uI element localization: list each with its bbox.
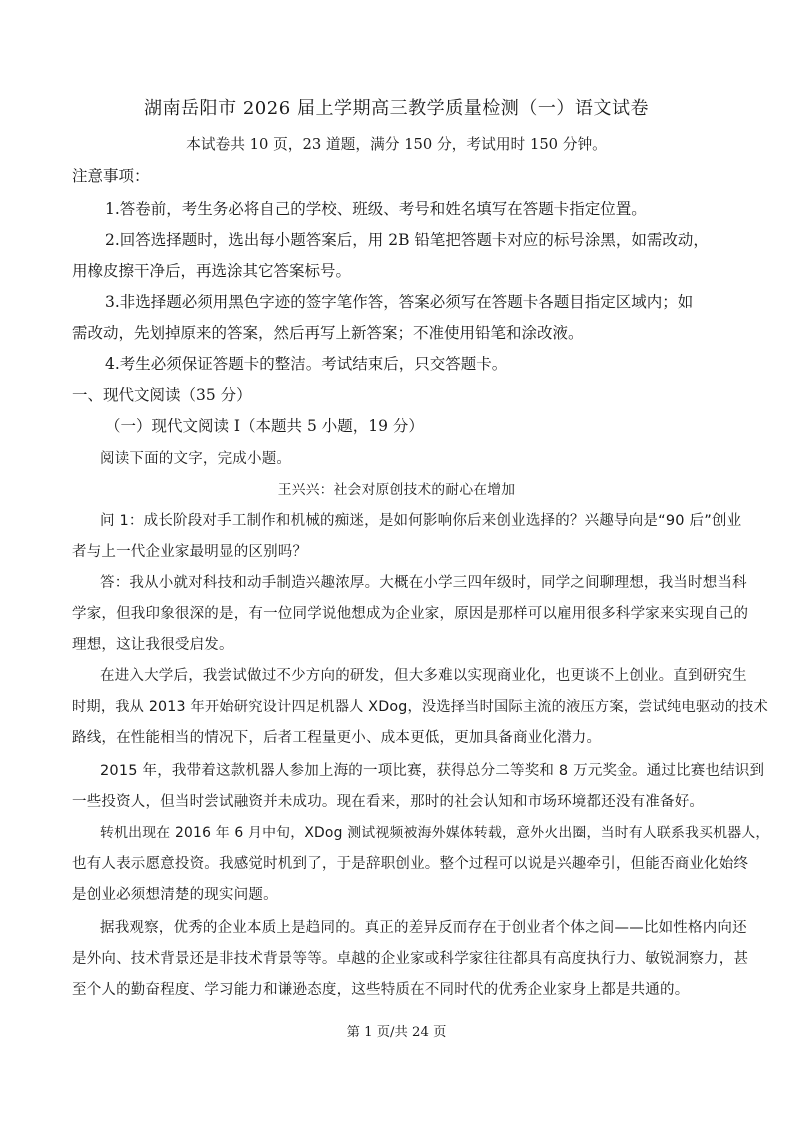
article-line: 在进入大学后，我尝试做过不少方向的研发，但大多难以实现商业化，也更谈不上创业。直到研究生 (100, 668, 747, 684)
article-line: 2015 年，我带着这款机器人参加上海的一项比赛，获得总分二等奖和 8 万元奖金。通过比赛也结识到 (100, 763, 765, 779)
article-line: 转机出现在 2016 年 6 月中旬，XDog 测试视频被海外媒体转载，意外火出圈，当时有人联系我买机器人， (100, 825, 770, 841)
article-line: 问 1：成长阶段对手工制作和机械的痴迷，是如何影响你后来创业选择的？兴趣导向是“90 后”创业 (100, 513, 742, 529)
notice-heading: 注意事项： (72, 167, 150, 185)
section-instruction: 阅读下面的文字，完成小题。 (100, 451, 292, 467)
notice-item-4: 4.考生必须保证答题卡的整洁。考试结束后，只交答题卡。 (105, 355, 508, 373)
section-subheading: （一）现代文阅读 I（本题共 5 小题，19 分） (105, 417, 424, 435)
notice-item-3: 3.非选择题必须用黑色字迹的签字笔作答，答案必须写在答题卡各题目指定区域内；如 (105, 293, 694, 311)
notice-item-3-cont: 需改动，先划掉原来的答案，然后再写上新答案；不准使用铅笔和涂改液。 (72, 324, 584, 342)
exam-title: 湖南岳阳市 2026 届上学期高三教学质量检测（一）语文试卷 (143, 98, 650, 119)
notice-item-2: 2.回答选择题时，选出每小题答案后，用 2B 铅笔把答题卡对应的标号涂黑，如需改动， (105, 231, 709, 249)
section-heading: 一、现代文阅读（35 分） (72, 386, 252, 404)
notice-item-1: 1.答卷前，考生务必将自己的学校、班级、考号和姓名填写在答题卡指定位置。 (105, 200, 647, 218)
article-line: 是创业必须想清楚的现实问题。 (72, 887, 278, 903)
notice-item-2-cont: 用橡皮擦干净后，再选涂其它答案标号。 (72, 262, 352, 280)
article-line: 据我观察，优秀的企业本质上是趋同的。真正的差异反而存在于创业者个体之间——比如性格内向还 (100, 920, 747, 936)
exam-subtitle: 本试卷共 10 页，23 道题，满分 150 分，考试用时 150 分钟。 (186, 136, 607, 153)
article-line: 时期，我从 2013 年开始研究设计四足机器人 XDog，没选择当时国际主流的液压方案，尝试纯电驱动的技术 (72, 699, 768, 715)
article-line: 者与上一代企业家最明显的区别吗？ (72, 544, 308, 560)
article-line: 学家，但我印象很深的是，有一位同学说他想成为企业家，原因是那样可以雇用很多科学家来实现自己的 (72, 606, 749, 622)
article-line: 是外向、技术背景还是非技术背景等等。卓越的企业家或科学家往往都具有高度执行力、敏锐洞察力，甚 (72, 951, 749, 967)
article-line: 也有人表示愿意投资。我感觉时机到了，于是辞职创业。整个过程可以说是兴趣牵引，但能否商业化始终 (72, 856, 749, 872)
page-number: 第 1 页/共 24 页 (346, 1025, 447, 1040)
article-line: 一些投资人，但当时尝试融资并未成功。现在看来，那时的社会认知和市场环境都还没有准备好。 (72, 794, 705, 810)
article-line: 至个人的勤奋程度、学习能力和谦逊态度，这些特质在不同时代的优秀企业家身上都是共通的。 (72, 982, 690, 998)
article-line: 答：我从小就对科技和动手制造兴趣浓厚。大概在小学三四年级时，同学之间聊理想，我当时想当科 (100, 575, 747, 591)
article-line: 路线，在性能相当的情况下，后者工程量更小、成本更低，更加具备商业化潜力。 (72, 730, 602, 746)
article-line: 理想，这让我很受启发。 (72, 637, 234, 653)
article-title: 王兴兴：社会对原创技术的耐心在增加 (277, 482, 516, 498)
